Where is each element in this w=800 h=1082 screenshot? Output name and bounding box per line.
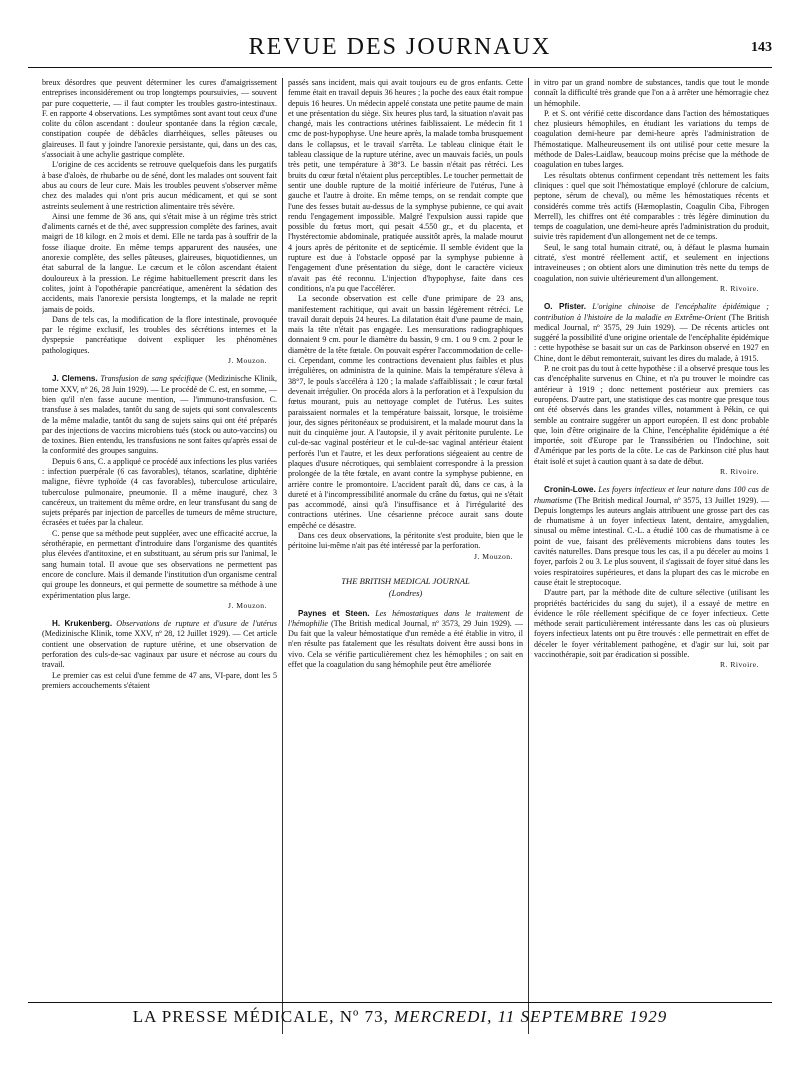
- page-footer: [28, 1002, 772, 1027]
- article-author: Cronin-Lowe.: [544, 485, 596, 495]
- article-pfister: [534, 302, 769, 364]
- paragraph: La seconde observation est celle d'une primipare de 23 ans, manifestement rachitique, qui avait un bassin légèrement rétréci. Le travail durait depuis 24 heures. La dilatation était d'une paume de main, mais la tête n'était pas engagée. Les mensurations radiographiques donnaient 9 cm. pour le diamètre du bassin, 9 cm. 1 ou 9 cm. 2 pour le diamètre de la tête fœtale. On pouvait espérer l'accommodation de celle-ci. Cependant, comme les contractions devenaient plus faibles et plus irrégulières, on administra de la quinine. Mais la température s'éleva à 38°7, le pouls s'accéléra à 120 ; la malade s'affaiblissait ; le cœur fœtal devenait irrégulier. On procéda alors à la perforation et à l'expulsion du fœtus mourant, puis au nettoyage complet de l'utérus. Les suites paraissaient normales et la température baissait, lorsque, le troisième jour, des signes péritonéaux se produisirent, et la malade mourut dans la nuit du cinquième jour. A l'autopsie, il y avait péritonite purulente. Le cul-de-sac vaginal postérieur et le cul-de-sac vaginal antérieur étaient perforés l'un et l'autre, et les deux perforations siégeaient au centre de plaques d'usure nécrotiques, qui semblaient correspondre à la pression prolongée de la tête fœtale, en avant contre la symphyse pubienne, en arrière contre le promontoire. L'accident paraît dû, dans ce cas, à la dureté et à l'incompressibilité anormale du crâne du fœtus, qui ne s'était pas accommodé, ainsi qu'à l'insuffisance et à l'irrégularité des contractions utérines. Une césarienne précoce aurait sans doute empêché ce désastre.: [288, 294, 523, 530]
- journal-city: (Londres): [388, 588, 423, 599]
- signature: R. Rivoire.: [719, 660, 759, 670]
- paragraph: D'autre part, par la méthode dite de culture sélective (utilisant les propriétés bactéricides du sang du sujet), il a essayé de mettre en évidence le rôle réellement spécifique de ce foyer infectieux. Cette méthode serait particulièrement intéressante dans les cas où plusieurs foyers infectieux latents ont pu être trouvés : elle permettrait en effet de déceler le foyer véritablement pathogène, et d'agir sur lui, soit par vaccinothérapie, soit par éradication si possible.: [534, 588, 769, 660]
- article-body: — De récents articles ont suggéré la possibilité d'une origine orientale de l'encéphalite épidémique : cette hypothèse se basait sur un cas de Parkinson observé en 1927 en Chine, dont le début remonterait, suivant les dires du malade, à 1915.: [534, 322, 769, 363]
- footer-date: MERCREDI, 11 SEPTEMBRE 1929: [394, 1007, 668, 1026]
- article-author: Paynes et Steen.: [298, 608, 370, 618]
- article-title: L'origine chinoise de l'encéphalite épidémique ; contribution à l'histoire de la maladie en Extrême-Orient: [534, 302, 769, 322]
- article-reference: (The British medical Journal, nº 3575, 29 Juin 1929).: [534, 312, 769, 332]
- article-body: — Depuis longtemps les auteurs anglais attribuent une grosse part des cas de rhumatisme à un foyer infectieux latent, dentaire, amygdalien, sinusal ou même intestinal. C.-L. a étudié 100 cas de rhumatisme à ce point de vue, faisant des prélèvements microbiens dans toutes les cavités naturelles. Dans presque tous les cas, il a pu déceler au moins 1 foyer, parfois 2 ou 3. Le plus souvent, il s'agissait de foyer situé dans les voies respiratoires supérieures, et dans la plupart des cas le microbe en cause était le streptocoque.: [534, 495, 769, 587]
- page-header: [28, 30, 772, 64]
- signature: J. Mouzon.: [474, 551, 513, 561]
- running-title: REVUE DES JOURNAUX: [248, 34, 552, 60]
- footer-line: [28, 1007, 772, 1027]
- article-columns: [42, 78, 772, 1034]
- article-body: — Du fait que la valeur hémostatique d'un remède a été établie in vitro, il n'en résulte pas fatalement que les résultats doivent être aussi bons in vivo. Cela se vérifie particulièrement chez les hémophiles ; on sait en effet que la coagulation du sang hémophile peut être améliorée: [288, 618, 523, 670]
- paragraph: passés sans incident, mais qui avait toujours eu de gros enfants. Cette femme était en travail depuis 36 heures ; la poche des eaux était rompue depuis 16 heures. Un médecin appelé constata une petite paume de main et une présentation du siège. Six heures plus tard, la situation n'avait pas changé, mais les contractions utérines faiblissaient. Le médecin fit 1 cmc de post-hypophyse. Une heure après, la malade tomba brusquement dans le collapsus, et le travail s'arrêta. Le tableau clinique était le tableau classique de la rupture utérine, avec un mauvais faciès, un pouls très petit, une température à 38°3. Le bassin n'était pas rétréci. Les bruits du cœur fœtal n'étaient plus perceptibles. Le toucher permettait de sentir une double rupture de la moitié inférieure de l'utérus, l'une à gauche et l'autre à droite. En même temps, on se rendait compte que l'une des fesses butait au-dessus de la symphyse pubienne, ce qui avait rendu l'engagement impossible. Malgré l'expulsion aussi rapide que possible du fœtus mort, qui pesait 4.550 gr., et du placenta, et l'hystérectomie abdominale, pratiquée aussitôt après, la malade mourut 4 jours après de péritonite et de septicémie. Il semble évident que la rupture est due à l'obstacle opposé par la symphyse pubienne à l'engagement d'une présentation du siège, dont le caractère vicieux n'avait pas été reconnu. L'injection d'hypophyse, faite dans ces conditions, n'a pu que l'accélérer.: [288, 78, 523, 293]
- article-title: Transfusion de sang spécifique: [100, 374, 203, 384]
- paragraph: Le premier cas est celui d'une femme de 47 ans, VI-pare, dont les 5 premiers accouchements s'étaient: [42, 670, 277, 690]
- article-body: — Cet article contient une observation de rupture utérine, et une observation de perforation des culs-de-sac vaginaux par usure et nécrose au cours du travail.: [42, 629, 277, 670]
- article-title: Les hémostatiques dans le traitement de l'hémophilie: [288, 608, 523, 628]
- paragraph: L'origine de ces accidents se retrouve quelquefois dans les purgatifs à base d'aloès, de rhubarbe ou de séné, dont les malades ont souvent fait abus au cours de leur cure. Mais les troubles peuvent s'observer même chez des malades qui n'ont pris aucun médicament, et qui se sont astreints seulement à une restriction alimentaire très sévère.: [42, 160, 277, 211]
- paragraph: Dans de tels cas, la modification de la flore intestinale, provoquée par le régime exclusif, les troubles des sécrétions internes et la dyspepsie pancréatique doivent expliquer les phénomènes pathologiques.: [42, 314, 277, 355]
- paragraph: breux désordres que peuvent déterminer les cures d'amaigrissement entreprises inconsidérement ou trop longtemps poursuivies, — souvent par pure coquetterie, — il faut compter les troubles gastro-intestinaux. F. en rapporte 4 observations. Les symptômes sont avant tout ceux d'une colite du côlon ascendant : douleur spontanée dans la région cæcale, constipation coupée de débâcles diarrhéiques, selles pâteuses ou glaireuses. Il faut y joindre l'anorexie persistante, qui, dans un des cas, s'associait à une achylie gastrique complète.: [42, 78, 277, 160]
- signature: R. Rivoire.: [719, 283, 759, 293]
- article-author: H. Krukenberg.: [52, 619, 113, 629]
- paragraph: Ainsi une femme de 36 ans, qui s'était mise à un régime très strict d'aliments carnés et de thé, avec suppression complète des farines, avait maigri de 18 kilogr. en 2 mois et demi. Elle ne tarda pas à souffrir de la fosse iliaque droite. En même temps apparurent des nausées, une anorexie complète, des selles pâteuses, glaireuses, biquotidiennes, un état saburral de la langue. Le cæcum et le côlon ascendant étaient douloureux à la pression. Le régime habituellement prescrit dans les colites, joint à l'opothérapie pancréatique, amenèrent la sédation des accidents, mais l'anorexie persista longtemps, et la malade ne reprit jamais de poids.: [42, 211, 277, 314]
- column-right: [534, 78, 769, 1034]
- journal-heading: THE BRITISH MEDICAL JOURNAL: [341, 575, 470, 586]
- paragraph: Les résultats obtenus confirment cependant très nettement les faits cliniques : quel que soit l'hémostatique employé (chlorure de calcium, peptone, sérum de cheval), ou même les hémostatiques récents et considérés comme très actifs (Hæmoplastin, Coagulin Ciba, Fibrogen Merrell), les chiffres ont été comparables : très légère diminution du temps de coagulation, une demi-heure après l'administration du produit, suivie très rapidement d'un allongement net de ce temps.: [534, 170, 769, 242]
- article-title: Les foyers infectieux et leur nature dans 100 cas de rhumatisme: [534, 485, 769, 505]
- article-reference: (Medizinische Klinik, tome XXV, nº 26, 28 Juin 1929).: [42, 374, 277, 394]
- article-krukenberg: [42, 619, 277, 670]
- paragraph: P. et S. ont vérifié cette discordance dans l'action des hémostatiques chez plusieurs hémophiles, en étudiant les variations du temps de coagulation demi-heure par demi-heure après l'administration de l'hémostatique. Malheureusement ils ont utilisé pour cette mesure la méthode de Dales-Laidlaw, beaucoup moins précise que la méthode de coagulation en tubes larges.: [534, 108, 769, 170]
- paragraph: Dans ces deux observations, la péritonite s'est produite, bien que le péritoine lui-même n'ait pas été intéressé par la perforation.: [288, 531, 523, 551]
- paragraph: Seul, le sang total humain citraté, ou, à défaut le plasma humain citraté, s'est montré réellement actif, et seulement en injections intraveineuses ; on obtient alors une diminution très nette du temps de coagulation, non suivie ultérieurement d'un allongement.: [534, 242, 769, 283]
- page-number: 143: [751, 40, 772, 55]
- paragraph: in vitro par un grand nombre de substances, tandis que tout le monde connaît la difficulté très grande que l'on a à arrêter une hémorragie chez un hémophile.: [534, 78, 769, 108]
- article-body: — Le procédé de C. est, en somme, — bien qu'il n'en fasse aucune mention, — l'immuno-transfusion. C. transfuse à ses malades, tantôt du sang de sujets qui sont convalescents de la même maladie, tantôt du sang de sujets sains qui ont été préparés par des injections de vaccins microbiens tués (stock ou auto-vaccins) ou de toxines. Bien entendu, les transfusions ne sont faites qu'après essai de la conformité des groupes sanguins.: [42, 384, 277, 456]
- header-rule: [28, 67, 772, 68]
- footer-journal: LA PRESSE MÉDICALE, Nº 73,: [132, 1007, 389, 1026]
- article-clemens: [42, 374, 277, 456]
- footer-rule: [28, 1002, 772, 1003]
- article-author: O. Pfister.: [544, 302, 587, 312]
- column-divider: [282, 78, 283, 1034]
- article-reference: (The British medical Journal, nº 3575, 13 Juillet 1929).: [574, 495, 759, 505]
- paragraph: P. ne croit pas du tout à cette hypothèse : il a observé presque tous les cas d'encéphalite survenus en Chine, et n'a pu trouver le moindre cas antérieur à 1919 ; donc nettement postérieur aux premiers cas européens. D'autre part, une statistique des cas montre que presque tous ont été observés dans les grandes villes, notamment à Pékin, ce qui semble au contraire suggérer un apport européen. Il est donc probable que, loin d'être originaire de la Chine, l'encéphalite épidémique a été importée, soit d'Europe par le Transsibérien ou l'Indochine, soit d'Amérique par les ports de la côte. Le cas de Parkinson cité plus haut était isolé et sujet à caution quant à sa date de début.: [534, 364, 769, 466]
- signature: R. Rivoire.: [719, 466, 759, 476]
- signature: J. Mouzon.: [228, 356, 267, 366]
- article-author: J. Clemens.: [52, 374, 98, 384]
- paragraph: Depuis 6 ans, C. a appliqué ce procédé aux infections les plus variées : infection puerpérale (6 cas favorables), tétanos, scarlatine, diphtérie maligne, fièvre typhoïde (4 cas favorables), tuberculose articulaire, tuberculose pulmonaire, pneumonie. Il a même inauguré, chez 3 cancéreux, un traitement du même ordre, en leur transfusant du sang de sujets préparés par injection de parcelles de tumeurs de même structure, écrasées et tuées par la chaleur.: [42, 456, 277, 528]
- article-cronin-lowe: [534, 485, 769, 588]
- column-divider: [528, 78, 529, 1034]
- article-paynes-steen: [288, 609, 523, 671]
- column-left: [42, 78, 277, 1034]
- signature: J. Mouzon.: [228, 600, 267, 610]
- article-title: Observations de rupture et d'usure de l'utérus: [116, 619, 277, 629]
- paragraph: C. pense que sa méthode peut suppléer, avec une efficacité accrue, la sérothérapie, en permettant d'introduire dans l'organisme des quantités plus élevées d'antitoxine, et en substituant, au sérum pris sur l'animal, le sang humain total. Il avoue que ses observations ne permettent pas encore de conclure. Mais il demande l'institution d'un organisme central qui groupe les donneurs, et qui permette de soumettre sa méthode à une expérimentation plus large.: [42, 528, 277, 600]
- article-reference: (The British medical Journal, nº 3573, 29 Juin 1929).: [331, 618, 512, 628]
- article-reference: (Medizinische Klinik, tome XXV, nº 28, 12 Juillet 1929).: [42, 629, 231, 639]
- column-middle: [288, 78, 523, 1034]
